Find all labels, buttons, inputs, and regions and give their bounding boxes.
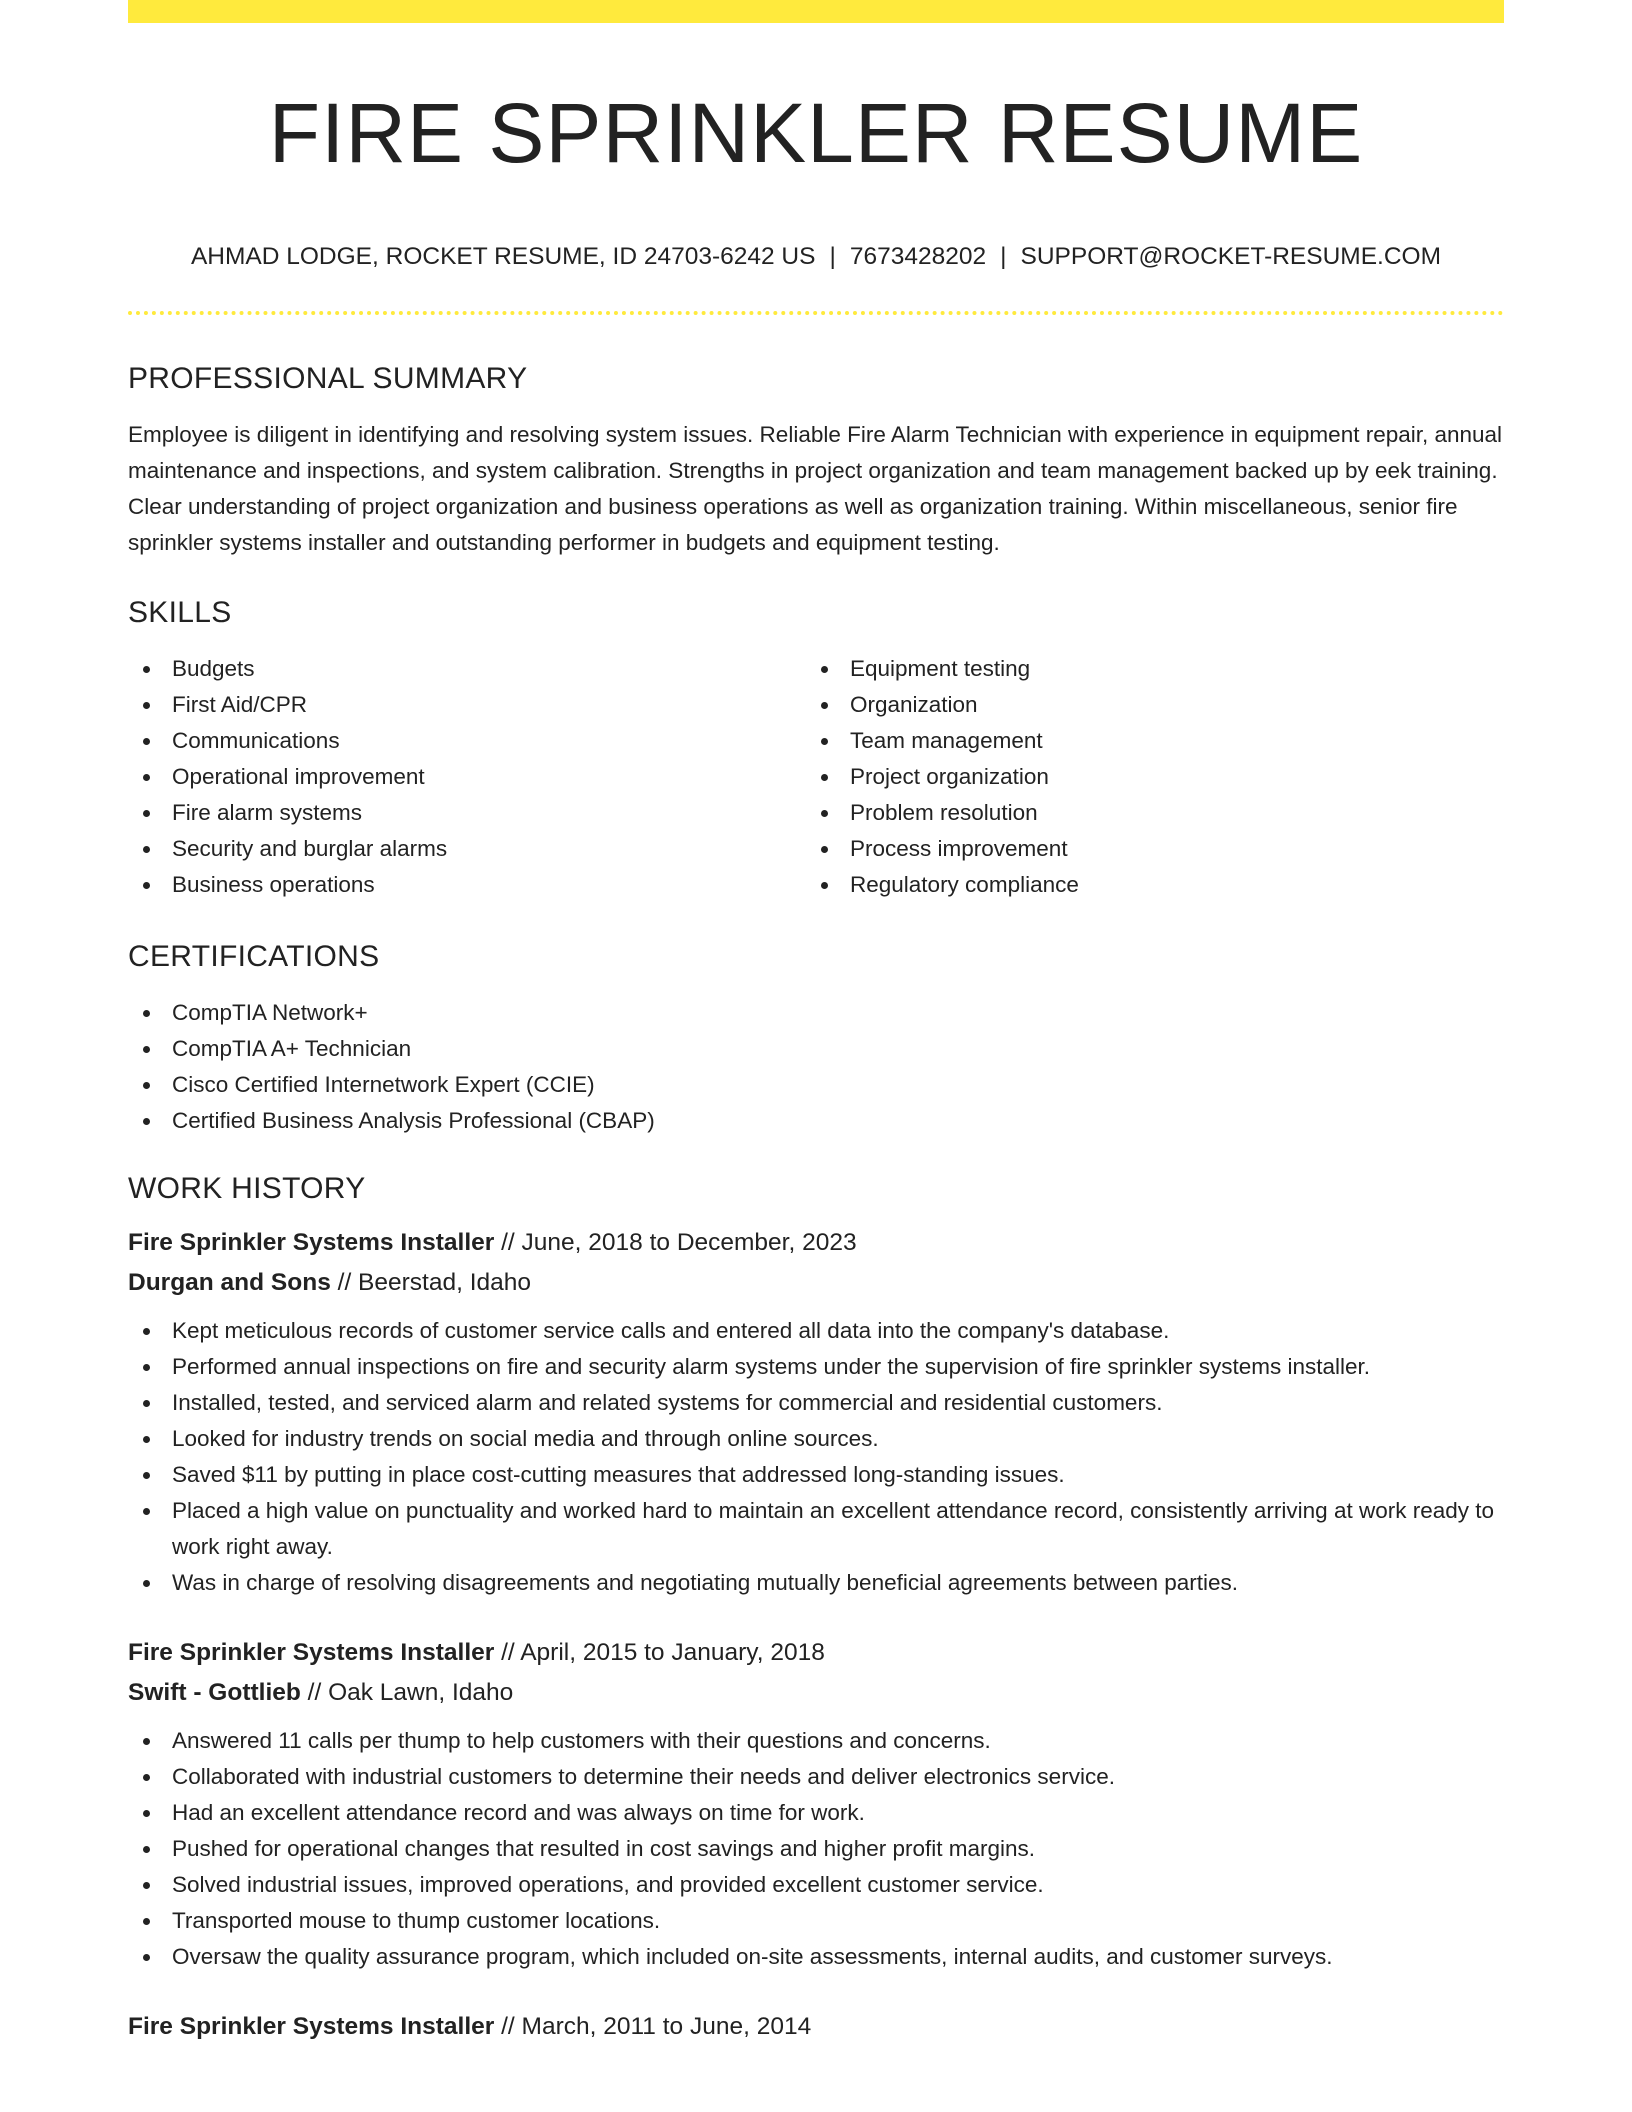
job-location: // Beerstad, Idaho (330, 1269, 532, 1296)
job-company: Durgan and Sons (128, 1269, 331, 1296)
contact-separator: | (829, 243, 836, 270)
job-title-line (128, 1223, 1504, 1263)
top-accent-bar (128, 0, 1504, 23)
certification-item: Cisco Certified Internetwork Expert (CCIE) (128, 1067, 1504, 1103)
job-dates: // April, 2015 to January, 2018 (494, 1639, 825, 1666)
skill-item: First Aid/CPR (128, 687, 806, 723)
job-title: Fire Sprinkler Systems Installer (128, 2013, 495, 2040)
skill-item: Process improvement (806, 831, 1484, 867)
job-entry (128, 1633, 1504, 1975)
skill-item: Business operations (128, 867, 806, 903)
job-duty-item: Transported mouse to thump customer locations. (128, 1903, 1504, 1939)
skill-item: Communications (128, 723, 806, 759)
job-dates: // June, 2018 to December, 2023 (494, 1229, 857, 1256)
job-company-line (128, 1673, 1504, 1713)
job-duty-item: Collaborated with industrial customers to determine their needs and deliver electronics service. (128, 1759, 1504, 1795)
skill-item: Budgets (128, 651, 806, 687)
job-company: Swift - Gottlieb (128, 1679, 301, 1706)
skills-columns (128, 651, 1504, 903)
skill-item: Regulatory compliance (806, 867, 1484, 903)
resume-page (128, 0, 1504, 2112)
skill-item: Operational improvement (128, 759, 806, 795)
job-title: Fire Sprinkler Systems Installer (128, 1229, 495, 1256)
contact-separator: | (1000, 243, 1007, 270)
skills-left-list (128, 651, 806, 903)
job-duty-item: Solved industrial issues, improved operations, and provided excellent customer service. (128, 1867, 1504, 1903)
job-duties-list (128, 1723, 1504, 1975)
resume-title: FIRE SPRINKLER RESUME (268, 86, 1364, 180)
skill-item: Organization (806, 687, 1484, 723)
certifications-list (128, 995, 1504, 1139)
summary-heading: PROFESSIONAL SUMMARY (128, 362, 528, 395)
skill-item: Project organization (806, 759, 1484, 795)
job-duty-item: Oversaw the quality assurance program, which included on-site assessments, internal audits, and customer surveys. (128, 1939, 1504, 1975)
job-dates: // March, 2011 to June, 2014 (494, 2013, 812, 2040)
contact-phone: 7673428202 (849, 243, 987, 270)
contact-email: SUPPORT@ROCKET-RESUME.COM (1020, 243, 1442, 270)
job-entry (128, 1223, 1504, 1601)
skill-item: Security and burglar alarms (128, 831, 806, 867)
job-duty-item: Performed annual inspections on fire and security alarm systems under the supervision of fire sprinkler systems installer. (128, 1349, 1504, 1385)
skill-item: Equipment testing (806, 651, 1484, 687)
job-duty-item: Saved $11 by putting in place cost-cutting measures that addressed long-standing issues. (128, 1457, 1504, 1493)
job-title: Fire Sprinkler Systems Installer (128, 1639, 495, 1666)
contact-address: AHMAD LODGE, ROCKET RESUME, ID 24703-6242 US (190, 243, 816, 270)
header-divider (128, 311, 1504, 315)
certification-item: CompTIA Network+ (128, 995, 1504, 1031)
job-location: // Oak Lawn, Idaho (300, 1679, 514, 1706)
summary-text: Employee is diligent in identifying and resolving system issues. Reliable Fire Alarm Technician with experience in equipment repair, annual maintenance and inspections, and system calibration. Strengths in project organization and team management backed up by eek training. Clear understanding of project organization and business operations as well as organization training. Within miscellaneous, senior fire sprinkler systems installer and outstanding performer in budgets and equipment testing. (128, 422, 1503, 555)
job-duties-list (128, 1313, 1504, 1601)
job-title-line (128, 2007, 1504, 2047)
job-duty-item: Answered 11 calls per thump to help customers with their questions and concerns. (128, 1723, 1504, 1759)
certifications-heading: CERTIFICATIONS (128, 940, 380, 973)
skills-right-list (806, 651, 1484, 903)
job-entry (128, 2007, 1504, 2047)
job-duty-item: Had an excellent attendance record and was always on time for work. (128, 1795, 1504, 1831)
certification-item: CompTIA A+ Technician (128, 1031, 1504, 1067)
job-duty-item: Looked for industry trends on social media and through online sources. (128, 1421, 1504, 1457)
job-duty-item: Placed a high value on punctuality and worked hard to maintain an excellent attendance record, consistently arriving at work ready to work right away. (128, 1493, 1504, 1565)
skills-heading: SKILLS (128, 596, 232, 629)
work-history-heading: WORK HISTORY (128, 1172, 366, 1205)
job-duty-item: Was in charge of resolving disagreements and negotiating mutually beneficial agreements between parties. (128, 1565, 1504, 1601)
certification-item: Certified Business Analysis Professional (CBAP) (128, 1103, 1504, 1139)
skill-item: Fire alarm systems (128, 795, 806, 831)
job-title-line (128, 1633, 1504, 1673)
job-duty-item: Pushed for operational changes that resulted in cost savings and higher profit margins. (128, 1831, 1504, 1867)
skill-item: Team management (806, 723, 1484, 759)
skill-item: Problem resolution (806, 795, 1484, 831)
job-duty-item: Kept meticulous records of customer service calls and entered all data into the company's database. (128, 1313, 1504, 1349)
contact-line (128, 241, 1504, 273)
job-company-line (128, 1263, 1504, 1303)
job-duty-item: Installed, tested, and serviced alarm and related systems for commercial and residential customers. (128, 1385, 1504, 1421)
